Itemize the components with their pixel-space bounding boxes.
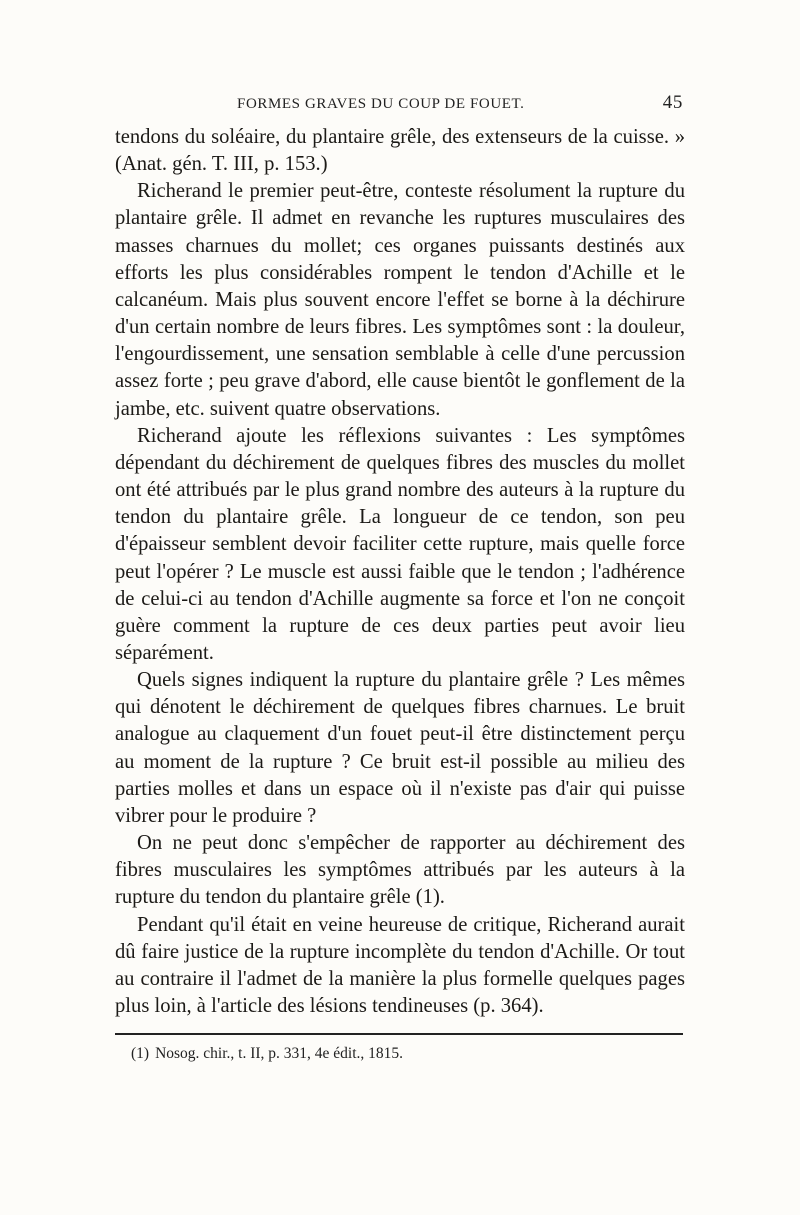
paragraph: On ne peut donc s'empêcher de rapporter au déchirement des fibres musculaires les symptômes attribués par les auteurs à la rupture du tendon du plantaire grêle (1).	[115, 832, 685, 909]
paragraph: Pendant qu'il était en veine heureuse de critique, Richerand aurait dû faire justice de la rupture incomplète du tendon d'Achille. Or tout au contraire il l'admet de la manière la plus formelle quelques pages plus loin, à l'article des lésions tendineuses (p. 364).	[115, 913, 685, 1017]
footnote	[115, 1045, 685, 1063]
paragraph: tendons du soléaire, du plantaire grêle, des extenseurs de la cuisse. » (Anat. gén. T. III, p. 153.)	[115, 126, 685, 176]
running-head	[115, 92, 685, 122]
body-text	[115, 124, 685, 1020]
paragraph: Quels signes indiquent la rupture du plantaire grêle ? Les mêmes qui dénotent le déchirement de quelques fibres charnues. Le bruit analogue au claquement d'un fouet peut-il être distinctement perçu au moment de la rupture ? Ce bruit est-il possible au milieu des parties molles et dans un espace où il n'existe pas d'air qui puisse vibrer pour le produire ?	[115, 669, 685, 827]
footnote-rule	[115, 1033, 683, 1035]
running-title: FORMES GRAVES DU COUP DE FOUET.	[237, 96, 525, 112]
footnote-text: Nosog. chir., t. II, p. 331, 4e édit., 1815.	[155, 1045, 404, 1063]
footnote-mark: (1)	[131, 1045, 150, 1063]
paragraph: Richerand le premier peut-être, conteste résolument la rupture du plantaire grêle. Il admet en revanche les ruptures musculaires des masses charnues du mollet; ces organes puissants destinés aux efforts les plus considérables rompent le tendon d'Achille et le calcanéum. Mais plus souvent encore l'effet se borne à la déchirure d'un certain nombre de leurs fibres. Les symptômes sont : la douleur, l'engourdissement, une sensation semblable à celle d'une percussion assez forte ; peu grave d'abord, elle cause bientôt le gonflement de la jambe, etc. suivent quatre observations.	[115, 180, 685, 420]
paragraph: Richerand ajoute les réflexions suivantes : Les symptômes dépendant du déchirement de quelques fibres des muscles du mollet ont été attribués par le plus grand nombre des auteurs à la rupture du tendon du plantaire grêle. La longueur de ce tendon, son peu d'épaisseur semblent devoir faciliter cette rupture, mais quelle force peut l'opérer ? Le muscle est aussi faible que le tendon ; l'adhérence de celui-ci au tendon d'Achille augmente sa force et l'on ne conçoit guère comment la rupture de ces deux parties peut avoir lieu séparément.	[115, 424, 685, 664]
book-page	[115, 92, 685, 1063]
page-number: 45	[662, 92, 683, 113]
